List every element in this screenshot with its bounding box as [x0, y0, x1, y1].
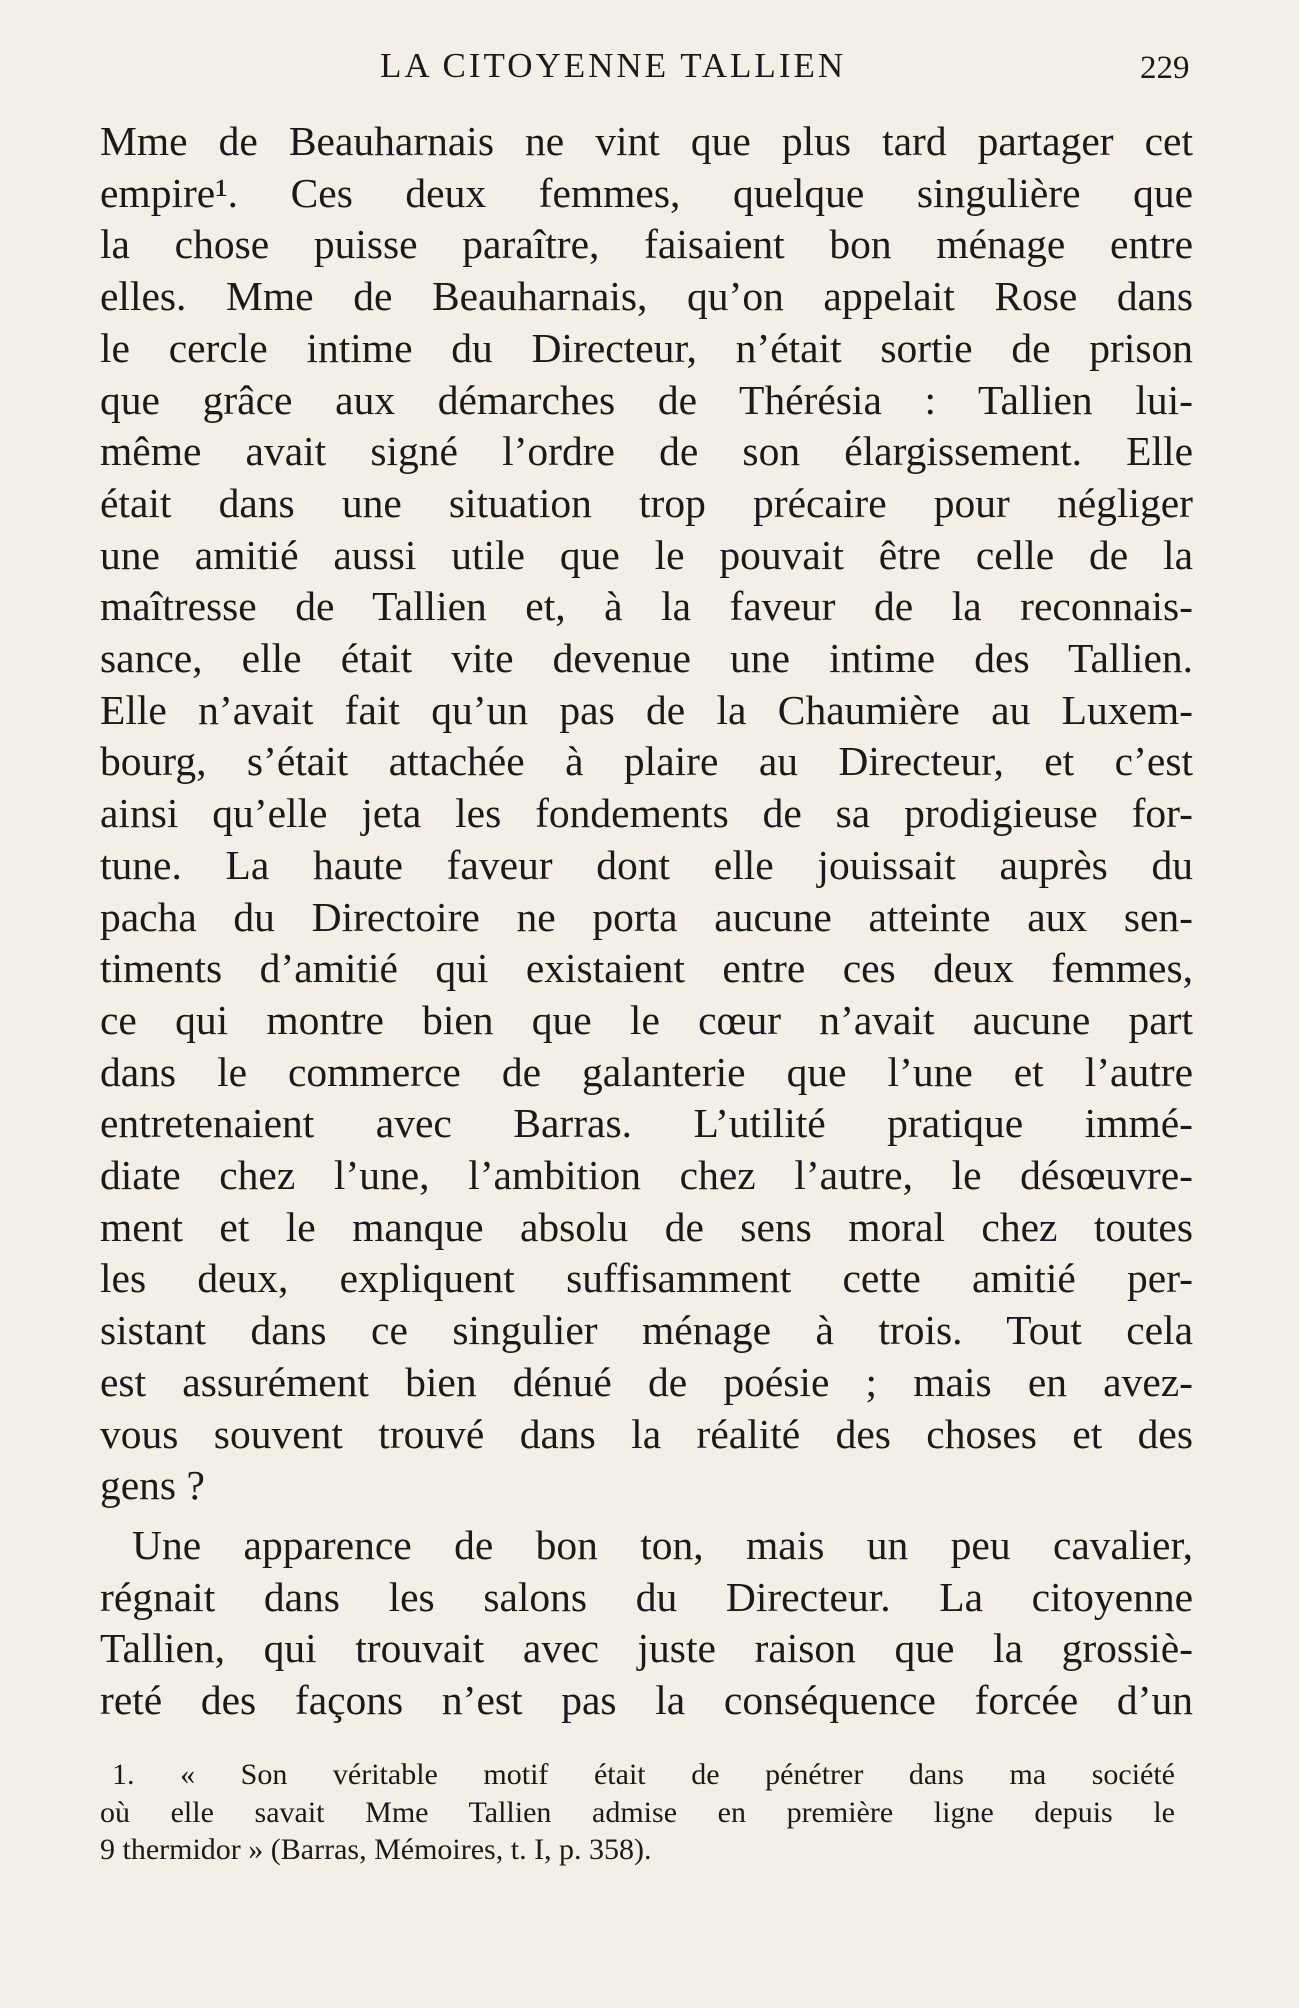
text-line: maîtresse de Tallien et, à la faveur de la reconnais-	[100, 583, 1193, 630]
text-line: elles. Mme de Beauharnais, qu’on appelait Rose dans	[100, 273, 1193, 320]
footnote-line: 1. « Son véritable motif était de pénétrer dans ma société	[112, 1758, 1175, 1791]
text-line: régnait dans les salons du Directeur. La citoyenne	[100, 1573, 1193, 1620]
text-line: sance, elle était vite devenue une intime des Tallien.	[100, 635, 1193, 682]
text-line: ainsi qu’elle jeta les fondements de sa prodigieuse for-	[100, 790, 1193, 837]
text-line: dans le commerce de galanterie que l’une et l’autre	[100, 1048, 1193, 1095]
text-line: ment et le manque absolu de sens moral chez toutes	[100, 1203, 1193, 1250]
text-line: tune. La haute faveur dont elle jouissait auprès du	[100, 841, 1193, 888]
text-line: Elle n’avait fait qu’un pas de la Chaumière au Luxem-	[100, 686, 1193, 733]
text-line: entretenaient avec Barras. L’utilité pratique immé-	[100, 1100, 1193, 1147]
text-line: ce qui montre bien que le cœur n’avait aucune part	[100, 996, 1193, 1043]
text-line: gens ?	[100, 1462, 205, 1509]
text-line: diate chez l’une, l’ambition chez l’autre, le désœuvre-	[100, 1152, 1193, 1199]
main-text	[100, 116, 1193, 1727]
footnote-line: 9 thermidor » (Barras, Mémoires, t. I, p. 358).	[100, 1833, 652, 1866]
text-line: pacha du Directoire ne porta aucune atteinte aux sen-	[100, 893, 1193, 940]
text-line: est assurément bien dénué de poésie ; mais en avez-	[100, 1358, 1193, 1405]
text-line: même avait signé l’ordre de son élargissement. Elle	[100, 428, 1193, 475]
text-line: Tallien, qui trouvait avec juste raison que la grossiè-	[100, 1625, 1193, 1672]
text-line: empire¹. Ces deux femmes, quelque singulière que	[100, 169, 1193, 216]
footnote	[100, 1756, 1175, 1869]
text-line: la chose puisse paraître, faisaient bon ménage entre	[100, 221, 1193, 268]
text-line: le cercle intime du Directeur, n’était sortie de prison	[100, 324, 1193, 371]
text-line: était dans une situation trop précaire pour négliger	[100, 479, 1193, 526]
text-line: bourg, s’était attachée à plaire au Directeur, et c’est	[100, 738, 1193, 785]
page-number: 229	[1140, 50, 1190, 86]
text-line: timents d’amitié qui existaient entre ces deux femmes,	[100, 945, 1193, 992]
text-line: vous souvent trouvé dans la réalité des choses et des	[100, 1410, 1193, 1457]
text-line: Mme de Beauharnais ne vint que plus tard partager cet	[100, 118, 1193, 164]
text-line: Une apparence de bon ton, mais un peu cavalier,	[132, 1521, 1193, 1568]
footnote-line: où elle savait Mme Tallien admise en première ligne depuis le	[100, 1795, 1175, 1829]
text-line: que grâce aux démarches de Thérésia : Tallien lui-	[100, 376, 1193, 423]
text-line: reté des façons n’est pas la conséquence forcée d’un	[100, 1677, 1193, 1724]
text-line: une amitié aussi utile que le pouvait être celle de la	[100, 531, 1193, 578]
running-head: LA CITOYENNE TALLIEN	[380, 46, 847, 85]
text-line: sistant dans ce singulier ménage à trois. Tout cela	[100, 1307, 1193, 1354]
text-line: les deux, expliquent suffisamment cette amitié per-	[100, 1255, 1193, 1302]
